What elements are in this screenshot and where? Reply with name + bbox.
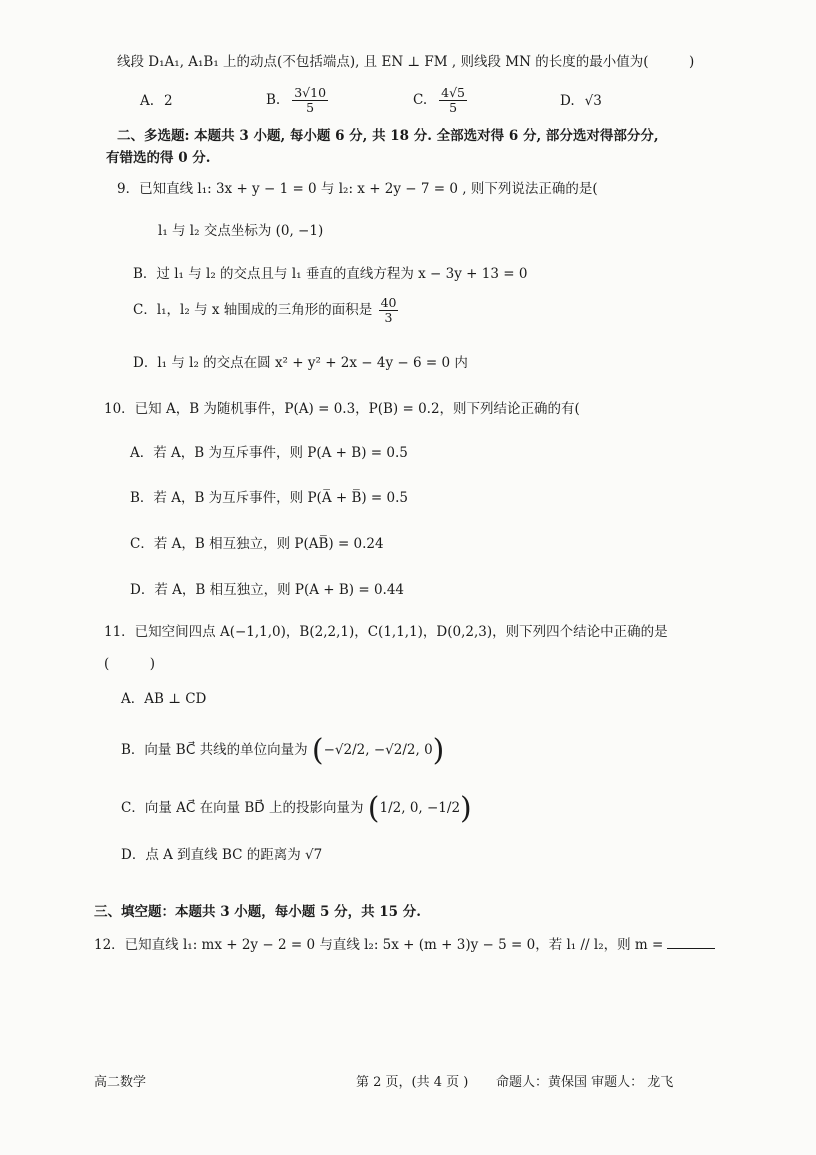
section3-heading: 三、填空题：本题共 3 小题，每小题 5 分，共 15 分. — [94, 904, 421, 920]
choice-value: 2 — [164, 93, 173, 109]
q9-option-c-text: C．l₁，l₂ 与 x 轴围成的三角形的面积是 — [133, 301, 373, 318]
q9-option-d: D．l₁ 与 l₂ 的交点在圆 x² + y² + 2x − 4y − 6 = 0 内 — [133, 355, 468, 371]
q11-option-d: D．点 A 到直线 BC 的距离为 √7 — [121, 847, 323, 863]
choice-value: √3 — [584, 93, 602, 109]
unit-vector: −√2/2, −√2/2, 0 — [323, 742, 433, 758]
q11-option-c-text: C．向量 AC⃗ 在向量 BD⃗ 上的投影向量为 — [121, 800, 364, 816]
choice-letter: D. — [560, 93, 575, 109]
q9-option-b: B．过 l₁ 与 l₂ 的交点且与 l₁ 垂直的直线方程为 x − 3y + 13 = 0 — [133, 266, 528, 282]
q10-option-a: A．若 A，B 为互斥事件，则 P(A + B) = 0.5 — [130, 445, 408, 461]
q10-option-c: C．若 A，B 相互独立，则 P(AB̅) = 0.24 — [130, 536, 384, 552]
q12-stem-text: 12．已知直线 l₁: mx + 2y − 2 = 0 与直线 l₂: 5x + (m + 3)y − 5 = 0，若 l₁ // l₂，则 m = — [94, 937, 664, 953]
q8-choice-a — [140, 93, 173, 109]
q10-option-d: D．若 A，B 相互独立，则 P(A + B) = 0.44 — [130, 582, 405, 598]
q11-option-c — [121, 791, 472, 826]
q11-option-a: A．AB ⊥ CD — [121, 691, 207, 707]
q9-option-c — [133, 296, 400, 325]
fraction — [292, 86, 328, 115]
q11-option-b — [121, 733, 444, 768]
q8-stem-tail: 线段 D₁A₁, A₁B₁ 上的动点(不包括端点), 且 EN ⊥ FM , 则线段 MN 的长度的最小值为( ) — [117, 54, 695, 70]
fraction-numerator: 3√10 — [294, 85, 327, 100]
left-paren: ( — [311, 733, 324, 768]
q8-choice-d — [560, 93, 602, 109]
q10-stem: 10．已知 A，B 为随机事件，P(A) = 0.3，P(B) = 0.2，则下列结论正确的有( — [104, 401, 580, 417]
answer-blank[interactable] — [667, 948, 715, 949]
section2-heading-line1: 二、多选题: 本题共 3 小题, 每小题 6 分, 共 18 分. 全部选对得 6 分, 部分选对得部分分, — [117, 128, 659, 144]
q8-choice-b — [266, 86, 330, 115]
q11-stem: 11．已知空间四点 A(−1,1,0)，B(2,2,1)，C(1,1,1)，D(0,2,3)，则下列四个结论中正确的是 — [104, 624, 668, 640]
fraction — [379, 296, 399, 325]
right-paren: ) — [460, 791, 472, 826]
fraction-numerator: 4√5 — [441, 85, 466, 100]
fraction — [439, 86, 467, 115]
q8-choice-c — [413, 86, 469, 115]
left-paren: ( — [367, 791, 380, 826]
q11-option-b-text: B．向量 BC⃗ 共线的单位向量为 — [121, 742, 308, 758]
choice-letter: A. — [140, 93, 155, 109]
fraction-denominator: 5 — [449, 99, 458, 115]
fraction-numerator: 40 — [380, 295, 397, 310]
q9-option-a: l₁ 与 l₂ 交点坐标为 (0, −1) — [158, 223, 324, 239]
fraction-denominator: 3 — [384, 309, 393, 325]
q12-stem — [94, 933, 715, 953]
choice-letter: B. — [266, 91, 281, 108]
projection-vector: 1/2, 0, −1/2 — [379, 800, 461, 816]
section2-heading-line2: 有错选的得 0 分. — [106, 150, 211, 166]
q9-stem: 9．已知直线 l₁: 3x + y − 1 = 0 与 l₂: x + 2y − 7 = 0 , 则下列说法正确的是( — [117, 181, 598, 197]
footer-authors: 命题人：黄保国 审题人： 龙飞 — [496, 1075, 674, 1090]
footer-subject: 高二数学 — [94, 1075, 147, 1090]
q10-option-b: B．若 A，B 为互斥事件，则 P(A̅ + B̅) = 0.5 — [130, 490, 409, 506]
choice-letter: C. — [413, 91, 428, 108]
q11-answer-paren: ( ) — [104, 656, 156, 672]
right-paren: ) — [432, 733, 445, 768]
fraction-denominator: 5 — [306, 99, 315, 115]
footer-page-number: 第 2 页，(共 4 页 ) — [356, 1075, 469, 1090]
